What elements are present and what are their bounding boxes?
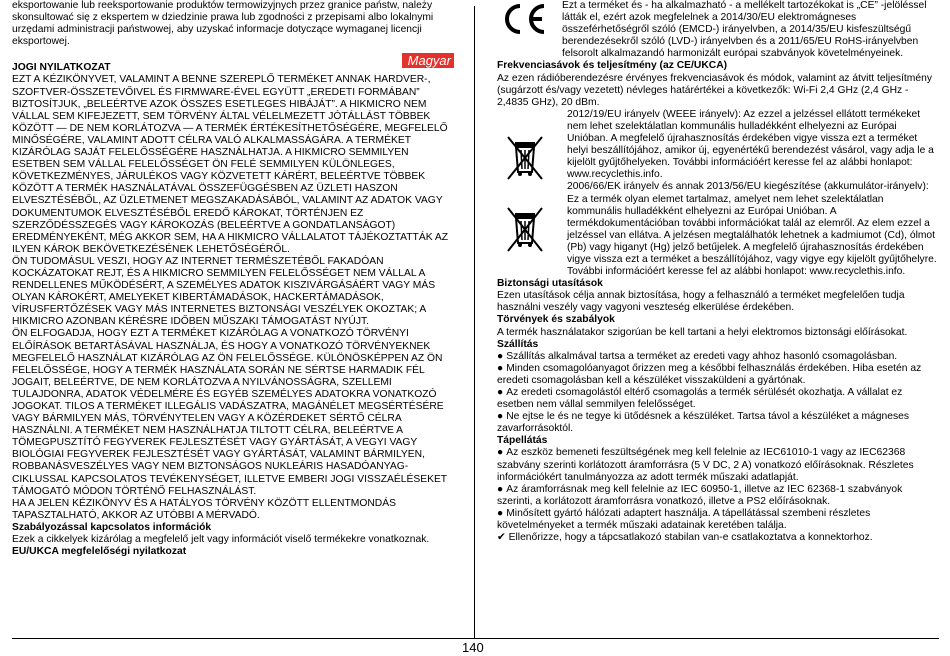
- battery-text: 2006/66/EK irányelv és annak 2013/56/EU kiegészítése (akkumulátor-irányelv): Ez a termék olyan elemet tartalmaz, amelyet nem lehet szelektálatlan kommunális hulladékként elhelyezni az Európai Unióban. A termékdokumentációban további információkat talál az elemről. Az elem ezzel a jelzéssel van ellátva. A jelzésen megtalálhatók lehetnek a kadmiumot (Cd), ólmot (Pb) vagy higanyt (Hg) jelző betűjelek. A megfelelő újrahasznosítás érdekében vigye vissza ezt a terméket a beszállítójához, vagy vigye egy kijelölt gyűjtőhelyre. További információért keresse fel az alábbi honlapot: www.recyclethis.info.: [567, 181, 937, 278]
- safety-text: Ezen utasítások célja annak biztosítása, hogy a felhasználó a terméket megfelelően tudja használni veszély vagy vagyoni veszteség elkerülése érdekében.: [497, 290, 905, 314]
- transport-heading: Szállítás: [497, 338, 539, 350]
- freq-heading: Frekvenciasávok és teljesítmény (az CE/UKCA): [497, 60, 728, 72]
- laws-heading: Törvények és szabályok: [497, 314, 615, 326]
- reg-text: Ezek a cikkelyek kizárólag a megfelelő jelt vagy információt viselő termékekre vonatkoznak.: [12, 534, 430, 546]
- power-item: ● Az eszköz bemeneti feszültségének meg kell felelnie az IEC61010-1 vagy az IEC62368 szabvány szerinti korlátozott áramforrásra (5 V DC, 2 A) vonatkozó előírásoknak. Részletes információkért tanulmányozza az adott termék műszaki adatlapját.: [497, 447, 939, 483]
- left-column: [12, 0, 455, 558]
- safety-heading: Biztonsági utasítások: [497, 278, 603, 290]
- power-heading: Tápellátás: [497, 435, 548, 447]
- export-intro: eksportowanie lub reeksportowanie produktów termowizyjnych przez granice państw, należy skonsultować się z ekspertem w dziedzinie prawa lub zgodności z przepisami albo lokalnymi urzędami administracji państwowej, aby uzyskać informacje dotyczące wymaganej licencji eksportowej.: [12, 0, 434, 48]
- power-item: ● Minősített gyártó hálózati adaptert használja. A tápellátással szembeni részletes követelményeket a termék műszaki adatainak keretében találja.: [497, 508, 939, 532]
- legal-heading: JOGI NYILATKOZAT: [12, 62, 111, 74]
- right-column: [497, 0, 939, 544]
- transport-item: ● Minden csomagolóanyagot őrizzen meg a későbbi felhasználás érdekében. Hiba esetén az eredeti csomagolásban kell a készüléket visszaküldeni a gyártónak.: [497, 363, 939, 387]
- weee-text: 2012/19/EU irányelv (WEEE irányelv): Az ezzel a jelzéssel ellátott termékeket nem lehet szelektálatlan kommunális hulladékként elhelyezni az Európai Unióban. A megfelelő újrahasznosítás érdekében vigye vissza ezt a terméket helyi beszállítójához, amikor új, egyenértékű berendezést vásárol, vagy adja le a kijelölt gyűjtőhelyeken. További információért keresse fel az alábbi honlapot: www.recyclethis.info.: [567, 108, 934, 181]
- freq-text: Az ezen rádióberendezésre érvényes frekvenciasávok és módok, valamint az átvitt teljesítmény (sugárzott és/vagy vezetett) névleges határértékei a következők: Wi-Fi 2,4 GHz (2,4 GHz - 2,4835 GHz), 20 dBm.: [497, 72, 932, 108]
- power-item: ● Az áramforrásnak meg kell felelnie az IEC 60950-1, illetve az IEC 62368-1 szabványok szerinti, a korlátozott áramforrásra vonatkozó, illetve a PS2 előírásoknak.: [497, 484, 939, 508]
- reg-heading: Szabályozással kapcsolatos információk: [12, 521, 212, 533]
- agree-text: ÖN ELFOGADJA, HOGY EZT A TERMÉKET KIZÁRÓLAG A VONATKOZÓ TÖRVÉNYI ELŐÍRÁSOK BETARTÁSÁVAL HASZNÁLJA, ÉS HOGY A VONATKOZÓ TÖRVÉNYEKNEK MEGFELELŐ HASZNÁLAT KIZÁRÓLAG AZ ÖN FELELŐSSÉGE. KÜLÖNÖSKÉPPEN AZ ÖN FELELŐSSÉGE, HOGY A TERMÉK HASZNÁLATA SORÁN NE SÉRTSE HARMADIK FÉL JOGAIT, BELEÉRTVE, DE NEM KORLÁTOZVA A NYILVÁNOSSÁGRA, SZELLEMI TULAJDONRA, ADATOK VÉDELMÉRE ÉS EGYÉB SZEMÉLYES ADATOKRA VONATKOZÓ JOGOKAT. TILOS A TERMÉKET ILLEGÁLIS VADÁSZATRA, MAGÁNÉLET MEGSÉRTÉSÉRE VAGY BÁRMILYEN MÁS, TÖRVÉNYTELEN VAGY A KÖZÉRDEKET SÉRTŐ CÉLRA HASZNÁLNI. A TERMÉKET NEM HASZNÁLHATJA TILTOTT CÉLRA, BELEÉRTVE A TÖMEGPUSZTÍTÓ FEGYVEREK FEJLESZTÉSÉT VAGY GYÁRTÁSÁT, A VEGYI VAGY BIOLÓGIAI FEGYVEREK FEJLESZTÉSÉT VAGY GYÁRTÁSÁT, VALAMINT BÁRMILYEN, ROBBANÁSVESZÉLYES VAGY NEM BIZTONSÁGOS NUKLEÁRIS HASADÓANYAG-CIKLUSSAL KAPCSOLATOS TEVÉKENYSÉGET, ILLETVE EMBERI JOGI VISSZAÉLÉSEKET TÁMOGATÓ MÓDON TÖRTÉNŐ FELHASZNÁLÁST.: [12, 328, 447, 497]
- laws-text: A termék használatakor szigorúan be kell tartani a helyi elektromos biztonsági előírásokat.: [497, 326, 908, 338]
- internet-text: ÖN TUDOMÁSUL VESZI, HOGY AZ INTERNET TERMÉSZETÉBŐL FAKADÓAN KOCKÁZATOKAT REJT, ÉS A HIKMICRO SEMMILYEN FELELŐSSÉGET NEM VÁLLAL A RENDELLENES MŰKÖDÉSÉRT, A SZEMÉLYES ADATOK KISZIVÁRGÁSÁÉRT VAGY MÁS OLYAN KÁROKÉRT, AMELYEKET KIBERTÁMADÁSOK, HACKERTÁMADÁSOK, VÍRUSFERTŐZÉSEK VAGY MÁS INTERNETES BIZTONSÁGI VESZÉLYEK OKOZTAK; A HIKMICRO AZONBAN KÉRÉSRE IDŐBEN MŰSZAKI TÁMOGATÁST NYÚJT.: [12, 255, 436, 328]
- page-number: 140: [462, 640, 484, 655]
- transport-item: ● Az eredeti csomagolástól eltérő csomagolás a termék sérülését okozhatja. A vállalat ez esetben nem vállal semmilyen felelősséget.: [497, 387, 939, 411]
- legal-text: EZT A KÉZIKÖNYVET, VALAMINT A BENNE SZEREPLŐ TERMÉKET ANNAK HARDVER-, SZOFTVER-ÖSSZETEVŐIVEL ÉS FIRMWARE-ÉVEL EGYÜTT „EREDETI FORMÁBAN” BIZTOSÍTJUK, „BELEÉRTVE AZOK ÖSSZES ESETLEGES HIBÁJÁT”. A HIKMICRO NEM VÁLLAL SEM KIFEJEZETT, SEM TÖRVÉNY ÁLTAL VÉLELMEZETT JÓTÁLLÁST TÖBBEK KÖZÖTT — DE NEM KORLÁTOZVA — A TERMÉK ÉRTÉKESÍTHETŐSÉGÉRE, MEGFELELŐ MINŐSÉGÉRE, VALAMINT ADOTT CÉLRA VALÓ ALKALMASSÁGÁRA. A TERMÉKET KIZÁRÓLAG SAJÁT FELELŐSSÉGÉRE HASZNÁLHATJA. A HIKMICRO SEMMILYEN ESETBEN SEM VÁLLAL FELELŐSSÉGET ÖN FELÉ SEMMILYEN KÜLÖNLEGES, KÖVETKEZMÉNYES, JÁRULÉKOS VAGY KÖZVETETT KÁRÉRT, BELEÉRTVE TÖBBEK KÖZÖTT A TERMÉK HASZNÁLATÁVAL ÖSSZEFÜGGÉSBEN AZ ÜZLETI HASZON ELVESZTÉSÉBŐL, AZ ÜZLETMENET MEGSZAKADÁSÁBÓL, VALAMINT AZ ADATOK VAGY DOKUMENTUMOK ELVESZTÉSÉBŐL EREDŐ KÁROKAT, TÖRTÉNJEN EZ SZERZŐDÉSSZEGÉS VAGY KÁROKOZÁS (BELEÉRTVE A GONDATLANSÁGOT) EREDMÉNYEKÉNT, MÉG AKKOR SEM, HA A HIKMICRO VÁLLALATOT TÁJÉKOZTATTÁK AZ ILYEN KÁROK BEKÖVETKEZÉSÉNEK LEHETŐSÉGÉRŐL.: [12, 74, 449, 255]
- transport-item: ● Ne ejtse le és ne tegye ki ütődésnek a készüléket. Tartsa távol a készüléket a mágneses zavarforrásoktól.: [497, 411, 939, 435]
- footer-rule: [12, 638, 939, 639]
- eu-heading: EU/UKCA megfelelőségi nyilatkozat: [12, 546, 187, 558]
- transport-item: ● Szállítás alkalmával tartsa a terméket az eredeti vagy ahhoz hasonló csomagolásban.: [497, 351, 939, 363]
- column-divider: [474, 6, 475, 638]
- power-check-item: ✔ Ellenőrizze, hogy a tápcsatlakozó stabilan van-e csatlakoztatva a konnektorhoz.: [497, 532, 939, 544]
- language-tab: Magyar: [402, 53, 454, 68]
- conflict-text: HA A JELEN KÉZIKÖNYV ÉS A HATÁLYOS TÖRVÉNY KÖZÖTT ELLENTMONDÁS TAPASZTALHATÓ, AKKOR AZ UTÓBBI A MÉRVADÓ.: [12, 497, 396, 521]
- ce-text: Ezt a terméket és - ha alkalmazható - a mellékelt tartozékokat is „CE” -jelöléssel látták el, ezért azok megfelelnek a 2014/30/EU elektromágneses összeférhetőségről szóló (EMCD-) irányelvben, a 2014/35/EU kisfeszültségű berendezésekről szóló (LVD-) irányelvben és a 2011/65/EU RoHS-irányelvben felsorolt alkalmazandó harmonizált európai szabványok követelményeinek.: [562, 0, 927, 60]
